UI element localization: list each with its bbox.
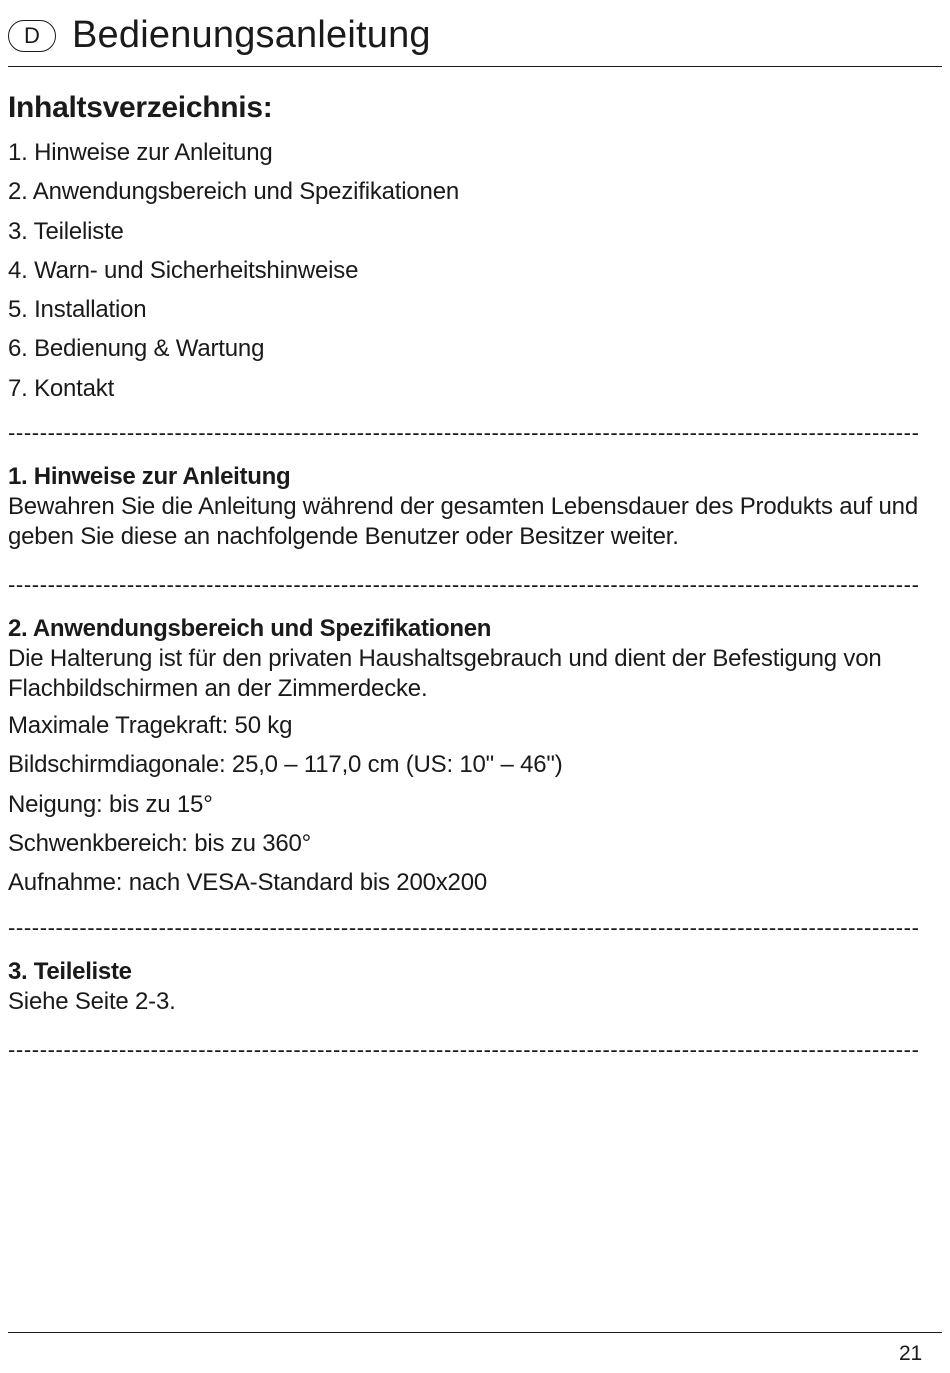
- section-teileliste: [8, 957, 942, 1017]
- section-separator: -------------------------------------------------------------------------------------------------------------------: [8, 914, 920, 940]
- toc-heading: Inhaltsverzeichnis:: [8, 91, 273, 124]
- section-title: 1. Hinweise zur Anleitung: [8, 463, 291, 491]
- language-badge: D: [8, 20, 56, 52]
- section-separator: -------------------------------------------------------------------------------------------------------------------: [8, 420, 920, 446]
- toc-item: 1. Hinweise zur Anleitung: [8, 139, 273, 166]
- header-rule: [8, 66, 942, 67]
- toc-list: [8, 133, 942, 408]
- section-title: 2. Anwendungsbereich und Spezifikationen: [8, 615, 492, 643]
- section-separator: -------------------------------------------------------------------------------------------------------------------: [8, 1036, 920, 1062]
- footer-rule: [8, 1332, 942, 1333]
- section-separator: -------------------------------------------------------------------------------------------------------------------: [8, 572, 920, 598]
- section-anwendungsbereich: [8, 614, 942, 902]
- toc-item: 5. Installation: [8, 296, 147, 324]
- section-title: 3. Teileliste: [8, 957, 132, 985]
- spec-item: Bildschirmdiagonale: 25,0 – 117,0 cm (US: 10" – 46"): [8, 751, 563, 779]
- section-text: Siehe Seite 2-3.: [8, 987, 176, 1015]
- manual-page: [8, 0, 942, 1063]
- spec-item: Schwenkbereich: bis zu 360°: [8, 829, 312, 857]
- toc-item: 7. Kontakt: [8, 374, 115, 402]
- spec-item: Aufnahme: nach VESA-Standard bis 200x200: [8, 869, 487, 897]
- toc-item: 4. Warn- und Sicherheitshinweise: [8, 256, 359, 284]
- section-text: Die Halterung ist für den privaten Haushaltsgebrauch und dient der Befestigung von Flachbildschirmen an der Zimmerdecke.: [8, 645, 882, 703]
- page-title: Bedienungsanleitung: [72, 13, 431, 56]
- page-number: 21: [899, 1342, 922, 1365]
- toc-item: 2. Anwendungsbereich und Spezifikationen: [8, 178, 460, 206]
- section-text: Bewahren Sie die Anleitung während der gesamten Lebensdauer des Produkts auf und geben Sie diese an nachfolgende Benutzer oder Besitzer weiter.: [8, 493, 918, 551]
- toc-item: 6. Bedienung & Wartung: [8, 335, 265, 363]
- spec-item: Maximale Tragekraft: 50 kg: [8, 712, 293, 740]
- toc-item: 3. Teileliste: [8, 217, 124, 245]
- page-header: [8, 4, 942, 66]
- section-hinweise: [8, 462, 942, 552]
- spec-item: Neigung: bis zu 15°: [8, 790, 213, 818]
